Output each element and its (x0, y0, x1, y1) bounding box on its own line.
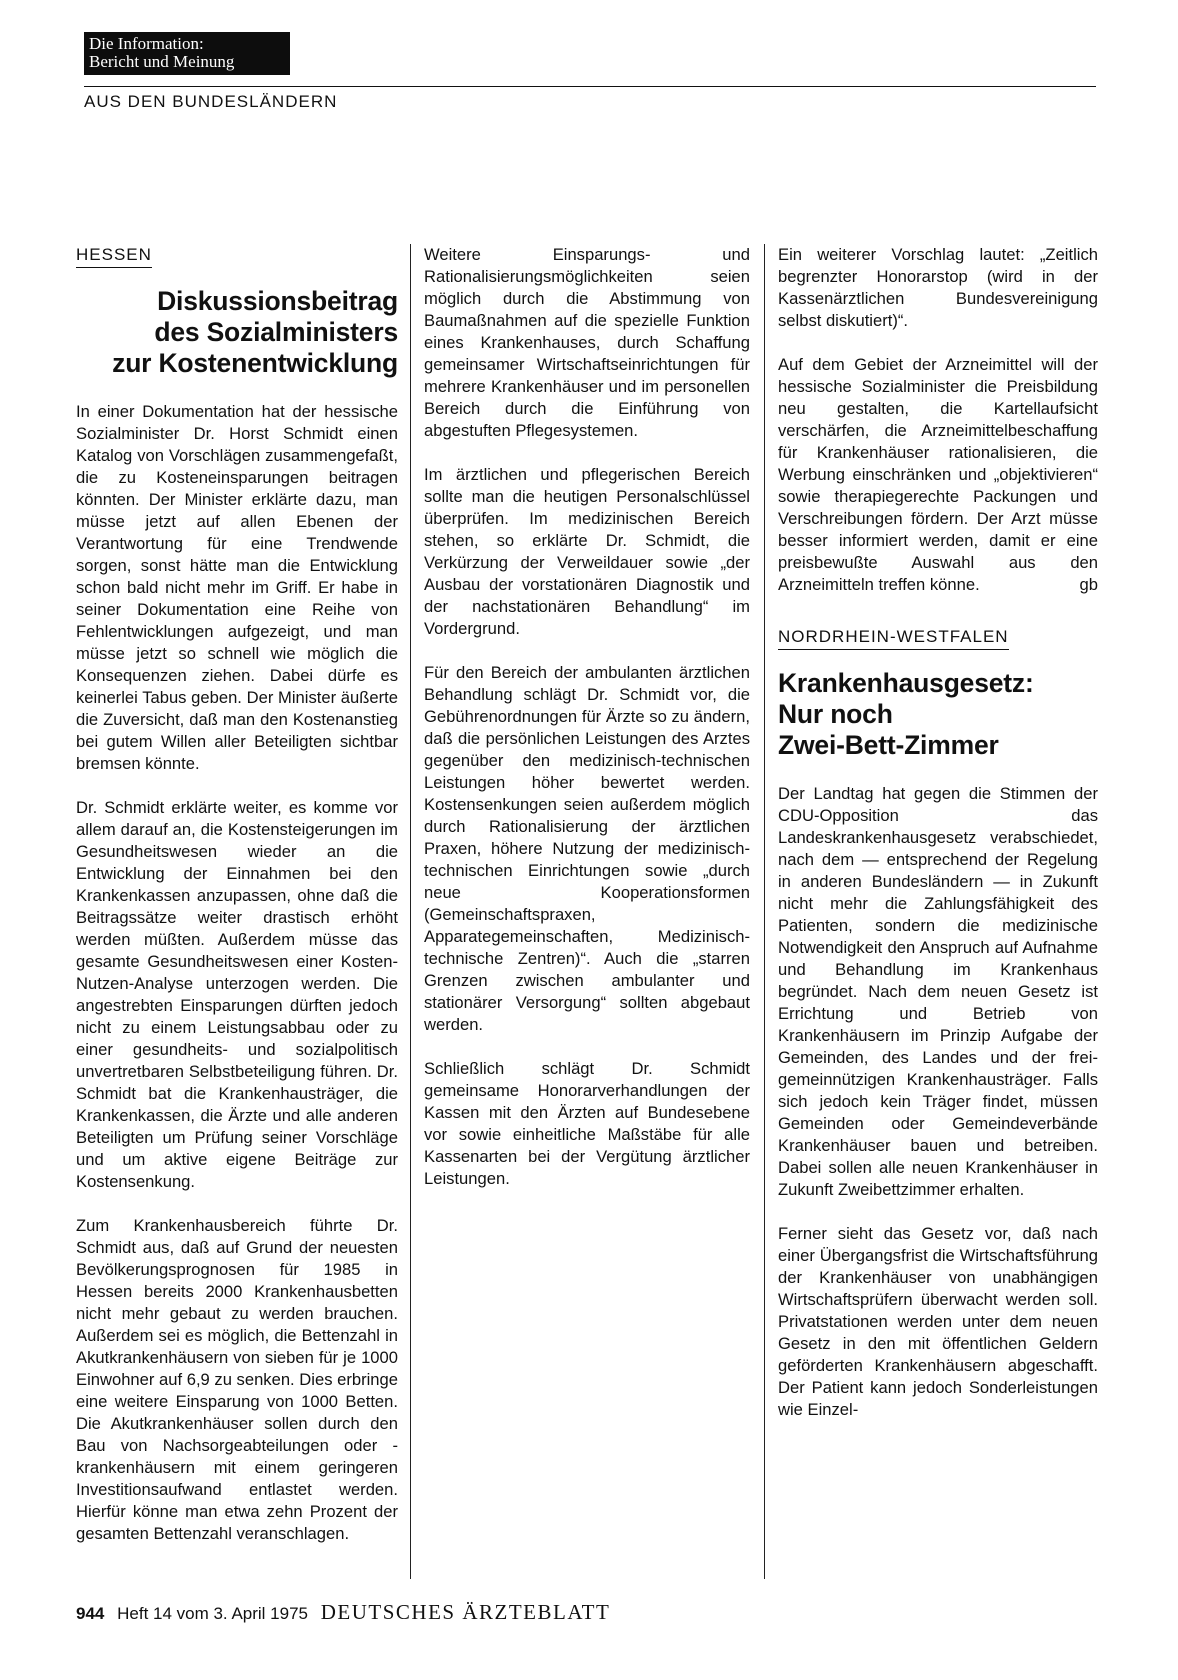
page-number: 944 (76, 1604, 105, 1623)
article1-paragraph-7: Schließlich schlägt Dr. Schmidt gemeinsame Honorarverhandlungen der Kassen mit den Ärzten auf Bundesebene vor sowie einheitliche Maßstäbe für alle Kassenarten bei der Vergütung ärztlicher Leistungen. (424, 1059, 750, 1188)
article1-paragraph-9 (778, 354, 1098, 596)
rubric-badge-line2: Bericht und Meinung (89, 52, 235, 71)
article1-kicker: HESSEN (76, 244, 152, 268)
article2-title (778, 668, 1098, 761)
column-3 (778, 244, 1098, 1443)
article2-paragraph-1: Der Landtag hat gegen die Stimmen der CDU-Opposition das Landeskrankenhausgesetz verabschiedet, nach dem — entsprechend der Regelung in anderen Bundesländern — in Zukunft nicht mehr die Zahlungsfähigkeit des Patienten, sondern die medizinische Notwendigkeit den Anspruch auf Aufnahme und Behandlung im Krankenhaus begründet. Nach dem neuen Gesetz ist Errichtung und Betrieb von Krankenhäusern im Prinzip Aufgabe der Gemeinden, des Landes und der frei-gemeinnützigen Krankenhausträger. Falls sich jedoch kein Träger findet, müssen Gemeinden oder Gemeindeverbände Krankenhäuser bauen und betreiben. Dabei sollen alle neuen Krankenhäuser in Zukunft Zweibettzimmer erhalten. (778, 784, 1098, 1199)
column-divider-1 (410, 244, 411, 1579)
article2-paragraph-2: Ferner sieht das Gesetz vor, daß nach einer Übergangsfrist die Wirtschaftsführung der Krankenhäuser von unabhängigen Wirtschaftsprüfern überwacht werden soll. Privatstationen werden unter dem neuen Gesetz in den mit öffentlichen Geldern geförderten Krankenhäusern abgeschafft. Der Patient kann jedoch Sonderleistungen wie Einzel- (778, 1224, 1098, 1419)
article1-paragraph-5: Im ärztlichen und pflegerischen Bereich sollte man die heutigen Personalschlüssel überprüfen. Im medizinischen Bereich stehen, so erklärte Dr. Schmidt, die Verkürzung der Verweildauer sowie „der Ausbau der vorstationären Diagnostik und der nachstationären Behandlung“ im Vordergrund. (424, 465, 750, 638)
page-footer (76, 1600, 610, 1625)
article1-title-line1: Diskussionsbeitrag (157, 286, 398, 316)
rubric-badge-line1: Die Information: (89, 34, 204, 53)
rubric-badge (84, 32, 290, 75)
article1-paragraph-4: Weitere Einsparungs- und Rationalisierungsmöglichkeiten seien möglich durch die Abstimmung von Baumaßnahmen auf die spezielle Funktion eines Krankenhauses, durch Schaffung gemeinsamer Wirtschaftseinrichtungen für mehrere Krankenhäuser und im personellen Bereich durch die Einführung von abgestuften Pflegesystemen. (424, 245, 750, 440)
article1-paragraph-8: Ein weiterer Vorschlag lautet: „Zeitlich begrenzter Honorarstop (wird in der Kassenärztlichen Bundesvereinigung selbst diskutiert)“. (778, 245, 1098, 330)
column-1 (76, 244, 398, 1567)
author-signature: gb (1079, 575, 1098, 594)
header-rule (84, 86, 1096, 87)
masthead: DEUTSCHES ÄRZTEBLATT (320, 1600, 611, 1624)
article1-paragraph-6: Für den Bereich der ambulanten ärztlichen Behandlung schlägt Dr. Schmidt vor, die Gebührenordnungen für Ärzte so zu ändern, daß die persönlichen Leistungen des Arztes gegenüber den medizinisch-technischen Leistungen höher bewertet werden. Kostensenkungen seien außerdem möglich durch Rationalisierung der ärztlichen Praxen, höhere Nutzung der medizinisch-technischen Einrichtungen sowie „durch neue Kooperationsformen (Gemeinschaftspraxen, Apparategemeinschaften, Medizinisch-technische Zentren)“. Auch die „starren Grenzen zwischen ambulanter und stationärer Versorgung“ sollten abgebaut werden. (424, 663, 750, 1034)
article1-paragraph-3: Zum Krankenhausbereich führte Dr. Schmidt aus, daß auf Grund der neuesten Bevölkerungsprognosen für 1985 in Hessen bereits 2000 Krankenhausbetten nicht mehr gebaut zu werden brauchen. Außerdem sei es möglich, die Bettenzahl in Akutkrankenhäusern von sieben für je 1000 Einwohner auf 6,9 zu senken. Dies erbringe eine weitere Einsparung von 1000 Betten. Die Akutkrankenhäuser sollen durch den Bau von Nachsorgeabteilungen oder -krankenhäusern mit einem geringeren Investitionsaufwand entlastet werden. Hierfür könne man etwa zehn Prozent der gesamten Bettenzahl veranschlagen. (76, 1216, 398, 1543)
article2-title-line3: Zwei-Bett-Zimmer (778, 730, 999, 760)
article2-kicker: NORDRHEIN-WESTFALEN (778, 626, 1009, 650)
article1-paragraph-9-text: Auf dem Gebiet der Arzneimittel will der hessische Sozialminister die Preisbildung neu gestalten, die Kartellaufsicht verschärfen, die Arzneimittelbeschaffung für Krankenhäuser rationalisieren, die Werbung einschränken und „objektivieren“ sowie therapiegerechte Packungen und Verschreibungen fördern. Der Arzt müsse besser informiert werden, damit er eine preisbewußte Auswahl aus den Arzneimitteln treffen könne. (778, 355, 1098, 594)
issue-info: Heft 14 vom 3. April 1975 (117, 1604, 308, 1623)
article2-title-line1: Krankenhausgesetz: (778, 668, 1034, 698)
article2-title-line2: Nur noch (778, 699, 893, 729)
article1-title-line2: des Sozialministers (154, 317, 398, 347)
section-heading: AUS DEN BUNDESLÄNDERN (84, 92, 338, 111)
article1-title (76, 286, 398, 379)
article1-paragraph-1: In einer Dokumentation hat der hessische Sozialminister Dr. Horst Schmidt einen Katalog von Vorschlägen zusammengefaßt, die zu Kosteneinsparungen beitragen könnten. Der Minister erklärte dazu, man müsse jetzt auf allen Ebenen der Verantwortung für eine Trendwende sorgen, sonst hätte man die Entwicklung schon bald nicht mehr im Griff. Er habe in seiner Dokumentation eine Reihe von Fehlentwicklungen aufgezeigt, und man müsse jetzt so schnell wie möglich die Konsequenzen ziehen. Dabei dürfe es keinerlei Tabus geben. Der Minister äußerte die Zuversicht, daß man den Kostenanstieg bei gutem Willen aller Beteiligten sichtbar bremsen könnte. (76, 402, 398, 773)
column-divider-2 (764, 244, 765, 1579)
article1-title-line3: zur Kostenentwicklung (112, 348, 398, 378)
article1-paragraph-2: Dr. Schmidt erklärte weiter, es komme vor allem darauf an, die Kostensteigerungen im Gesundheitswesen wieder an die Entwicklung der Einnahmen bei den Krankenkassen anzupassen, ohne daß die Beitragssätze weiter drastisch erhöht werden müßten. Außerdem müsse das gesamte Gesundheitswesen einer Kosten-Nutzen-Analyse unterzogen werden. Die angestrebten Einsparungen dürften jedoch nicht zu einem Leistungsabbau oder zu einer gesundheits- und sozialpolitisch unvertretbaren Selbstbeteiligung führen. Dr. Schmidt bat die Krankenhausträger, die Krankenkassen, die Ärzte und alle anderen Beteiligten um Prüfung seiner Vorschläge und um aktive eigene Beiträge zur Kostensenkung. (76, 798, 398, 1191)
column-2 (424, 244, 750, 1212)
